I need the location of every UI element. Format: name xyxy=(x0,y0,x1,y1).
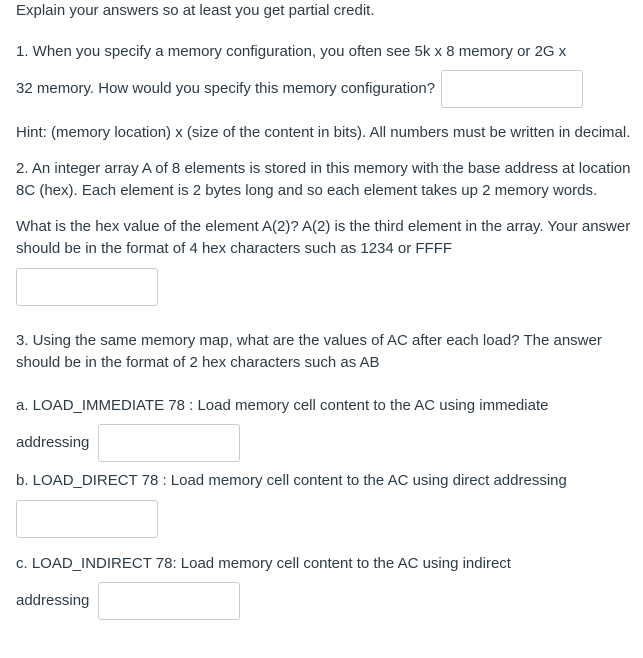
answer-3a-input[interactable] xyxy=(98,424,240,462)
question-1 xyxy=(16,34,636,108)
question-1-line1: 1. When you specify a memory configuration, you often see 5k x 8 memory or 2G x xyxy=(16,43,567,60)
question-1-line2: 32 memory. How would you specify this memory configuration? xyxy=(16,79,436,97)
question-2-prompt: What is the hex value of the element A(2)? A(2) is the third element in the array. Your answer should be in the format of 4 hex characters such as 1234 or FFFF xyxy=(16,218,631,257)
answer-2-input[interactable] xyxy=(16,268,158,306)
question-3c-line2: addressing xyxy=(16,591,90,609)
answer-3c-input[interactable] xyxy=(98,582,240,620)
question-3a xyxy=(16,388,636,462)
hint-text: Hint: (memory location) x (size of the content in bits). All numbers must be written in decimal. xyxy=(16,124,631,141)
question-3c-line1: c. LOAD_INDIRECT 78: Load memory cell content to the AC using indirect xyxy=(16,555,511,572)
question-2-text: 2. An integer array A of 8 elements is stored in this memory with the base address at location 8C (hex). Each element is 2 bytes long and so each element takes up 2 memory words. xyxy=(16,160,631,199)
answer-3b-input[interactable] xyxy=(16,500,158,538)
quiz-question-page xyxy=(16,0,636,620)
intro-text: Explain your answers so at least you get partial credit. xyxy=(16,2,375,19)
question-3a-line2: addressing xyxy=(16,433,90,451)
answer-1-input[interactable] xyxy=(441,70,583,108)
question-3-text: 3. Using the same memory map, what are the values of AC after each load? The answer should be in the format of 2 hex characters such as AB xyxy=(16,332,602,371)
question-3a-line1: a. LOAD_IMMEDIATE 78 : Load memory cell content to the AC using immediate xyxy=(16,397,549,414)
question-3c xyxy=(16,546,636,620)
question-3b-text: b. LOAD_DIRECT 78 : Load memory cell content to the AC using direct addressing xyxy=(16,472,567,489)
